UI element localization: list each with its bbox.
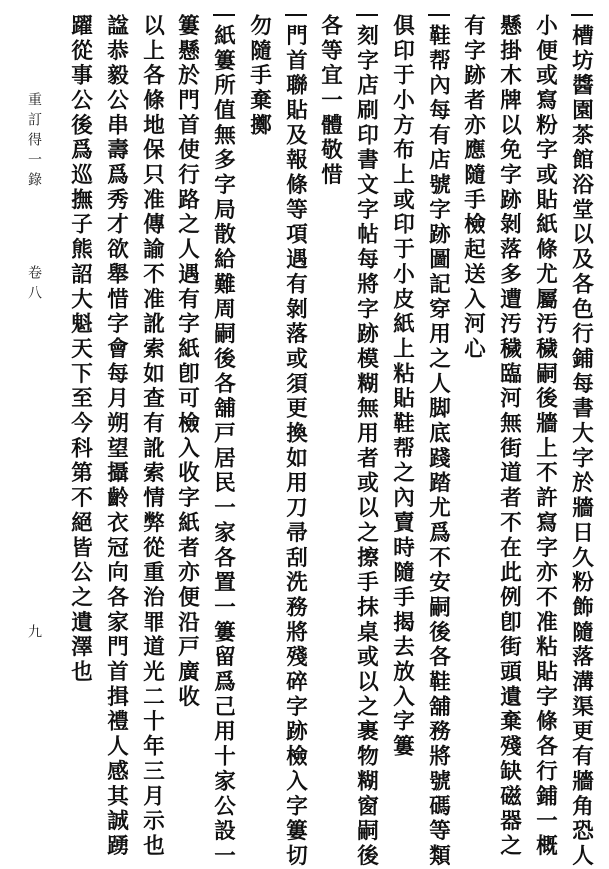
volume-label: 卷八 [26, 265, 42, 305]
text-column-7: 刻字店刷印書文字帖每將字跡模糊無用者或以之擦手抹桌或以之裹物糊窗嗣後 [353, 24, 379, 869]
text-column-10: 勿隨手棄擲 [246, 14, 272, 139]
text-column-3: 懸掛木牌以免字跡剝落多遭汚穢臨河無街道者不在此例卽街頭遺棄殘缺磁器之 [496, 14, 522, 859]
text-column-14: 諡恭毅公串壽爲秀才欲舉惜字會每月朔望攝齡衣冠向各家門首揖禮人感其誠踴 [103, 14, 129, 859]
text-column-9: 門首聯貼及報條等項遇有剝落或須更換如用刀帚刮洗務將殘碎字跡檢入字簍切 [282, 24, 308, 869]
text-column-2: 小便或寫粉字或貼紙條尤屬汚穢嗣後牆上不許寫字亦不准粘貼字條各行鋪一概 [532, 14, 558, 859]
text-column-1: 槽坊醬園茶館浴堂以及各色行鋪每書大字於牆日久粉飾隨落溝渠更有牆角恐人 [568, 24, 594, 869]
text-column-8: 各等宜一體敬惜 [317, 14, 343, 188]
page-number: 九 [26, 624, 42, 644]
item-mark [285, 14, 307, 16]
item-mark [571, 14, 593, 16]
text-column-5: 鞋帮內每有店號字跡圖記穿用之人脚底踐踏尤爲不安嗣後各鞋舖務將號碼等類 [425, 24, 451, 869]
item-mark [428, 14, 450, 16]
text-column-15: 躍從事公後爲巡撫子熊詔大魁天下至今科第不絕皆公之遺澤也 [67, 14, 93, 685]
book-title: 重訂得一錄 [26, 92, 42, 192]
text-column-4: 有字跡者亦應隨手檢起送入河心 [460, 14, 486, 362]
text-column-6: 俱印于小方布上或印于小皮紙上粘貼鞋帮之內賣時隨手揭去放入字簍 [389, 14, 415, 760]
item-mark [356, 14, 378, 16]
text-column-12: 簍懸於門首使行路之人遇有字紙卽可檢入收字紙者亦便沿戸廣收 [174, 14, 200, 710]
item-mark [213, 14, 235, 16]
text-column-11: 紙簍所值無多字局散給難周嗣後各舖戸居民一家各置一簍留爲己用十家公設一 [210, 24, 236, 869]
text-column-13: 以上各條地保只准傳諭不准訛索如查有訛索情弊從重治罪道光二十年三月示也 [139, 14, 165, 859]
